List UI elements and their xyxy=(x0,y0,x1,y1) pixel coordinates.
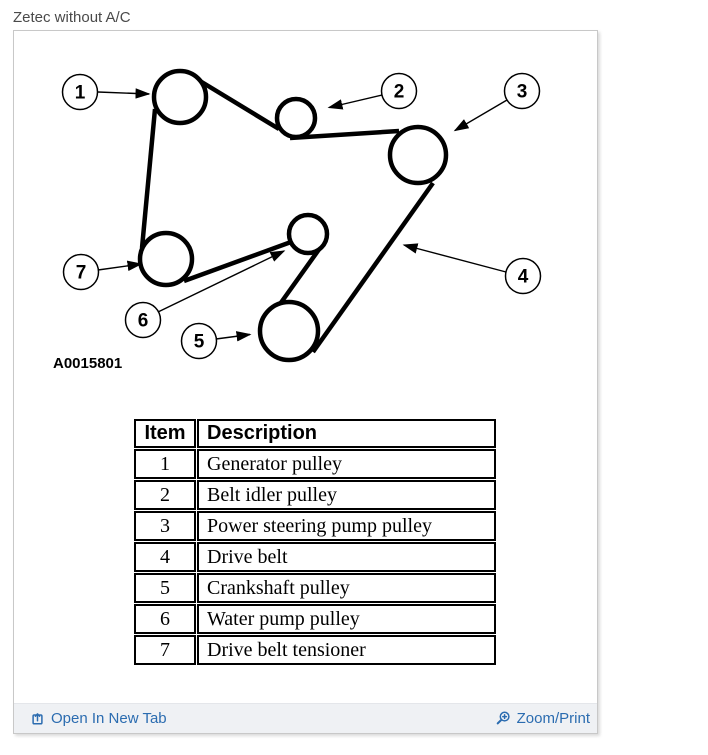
open-in-new-tab-icon xyxy=(31,712,45,726)
diagram-panel xyxy=(13,30,598,734)
table-row xyxy=(134,511,496,541)
table-header-row xyxy=(134,419,496,448)
power-steering-pump-pulley xyxy=(390,127,446,183)
item-cell: 6 xyxy=(134,604,196,634)
parts-table-body xyxy=(134,449,496,665)
item-cell: 3 xyxy=(134,511,196,541)
description-cell: Crankshaft pulley xyxy=(197,573,496,603)
description-cell: Belt idler pulley xyxy=(197,480,496,510)
table-row xyxy=(134,542,496,572)
table-row xyxy=(134,449,496,479)
crankshaft-pulley xyxy=(260,302,318,360)
item-cell: 7 xyxy=(134,635,196,665)
open-in-new-tab-label: Open In New Tab xyxy=(51,710,167,727)
svg-text:3: 3 xyxy=(516,81,528,103)
belt-idler-pulley xyxy=(277,99,315,137)
item-cell: 4 xyxy=(134,542,196,572)
description-cell: Power steering pump pulley xyxy=(197,511,496,541)
item-cell: 5 xyxy=(134,573,196,603)
page-title: Zetec without A/C xyxy=(13,9,131,26)
callout-1 xyxy=(63,75,98,110)
description-column-header: Description xyxy=(197,419,496,448)
description-cell: Drive belt tensioner xyxy=(197,635,496,665)
description-cell: Drive belt xyxy=(197,542,496,572)
belt-routing-diagram xyxy=(14,31,597,419)
zoom-print-icon xyxy=(495,711,511,727)
table-row xyxy=(134,604,496,634)
callout-5 xyxy=(182,324,217,359)
svg-text:7: 7 xyxy=(75,262,87,284)
description-cell: Generator pulley xyxy=(197,449,496,479)
callout-4 xyxy=(506,259,541,294)
callout-2 xyxy=(382,74,417,109)
svg-text:2: 2 xyxy=(393,81,405,103)
callout-3 xyxy=(505,74,540,109)
water-pump-pulley xyxy=(289,215,327,253)
zoom-print-link[interactable] xyxy=(495,710,590,727)
svg-text:6: 6 xyxy=(137,310,149,332)
open-in-new-tab-link[interactable] xyxy=(31,710,167,727)
footer-bar xyxy=(14,703,597,733)
table-row xyxy=(134,573,496,603)
item-column-header: Item xyxy=(134,419,196,448)
figure-code: A0015801 xyxy=(53,355,123,372)
svg-text:1: 1 xyxy=(74,82,86,104)
svg-text:5: 5 xyxy=(193,331,205,353)
zoom-print-label: Zoom/Print xyxy=(516,710,590,727)
table-row xyxy=(134,480,496,510)
drive-belt-tensioner-pulley xyxy=(140,233,192,285)
svg-text:4: 4 xyxy=(517,266,529,288)
item-cell: 1 xyxy=(134,449,196,479)
description-cell: Water pump pulley xyxy=(197,604,496,634)
parts-table xyxy=(133,418,497,666)
callout-7 xyxy=(64,255,99,290)
item-cell: 2 xyxy=(134,480,196,510)
callout-6 xyxy=(126,303,161,338)
generator-pulley xyxy=(154,71,206,123)
table-row xyxy=(134,635,496,665)
